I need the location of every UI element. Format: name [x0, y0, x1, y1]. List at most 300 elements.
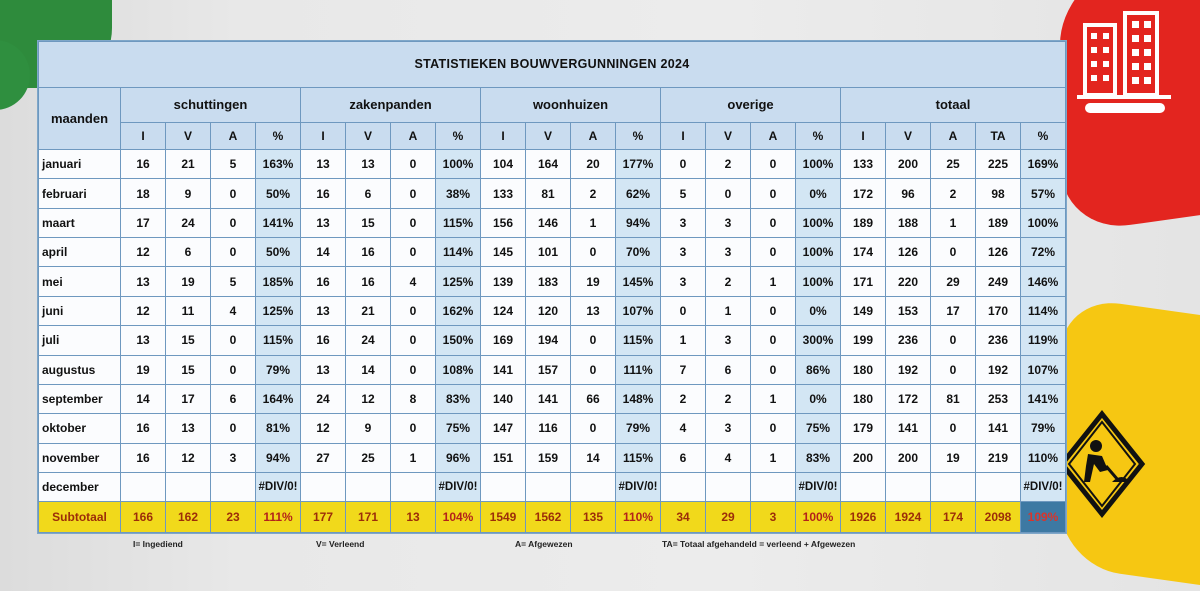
- value-cell: 225: [976, 150, 1021, 179]
- value-cell: 0: [391, 150, 436, 179]
- value-cell: 1: [751, 443, 796, 472]
- subtotal-label: Subtotaal: [39, 502, 121, 533]
- value-cell: 4: [661, 414, 706, 443]
- value-cell: 15: [346, 208, 391, 237]
- value-cell: 0: [211, 179, 256, 208]
- percent-cell: 100%: [796, 150, 841, 179]
- value-cell: 19: [166, 267, 211, 296]
- percent-cell: 114%: [1021, 296, 1066, 325]
- value-cell: 13: [301, 355, 346, 384]
- subheader-cell: V: [706, 122, 751, 150]
- value-cell: 189: [841, 208, 886, 237]
- month-label: februari: [39, 179, 121, 208]
- value-cell: 171: [841, 267, 886, 296]
- percent-cell: 100%: [436, 150, 481, 179]
- percent-cell: 145%: [616, 267, 661, 296]
- percent-cell: 107%: [616, 296, 661, 325]
- value-cell: 0: [661, 150, 706, 179]
- value-cell: 19: [571, 267, 616, 296]
- value-cell: 16: [301, 326, 346, 355]
- subheader-cell: I: [301, 122, 346, 150]
- value-cell: [481, 473, 526, 502]
- value-cell: 6: [211, 384, 256, 413]
- value-cell: 17: [931, 296, 976, 325]
- value-cell: [346, 473, 391, 502]
- value-cell: 156: [481, 208, 526, 237]
- percent-cell: 177%: [616, 150, 661, 179]
- month-label: november: [39, 443, 121, 472]
- value-cell: 219: [976, 443, 1021, 472]
- subheader-cell: V: [346, 122, 391, 150]
- value-cell: 192: [976, 355, 1021, 384]
- value-cell: 0: [931, 326, 976, 355]
- subtotal-value-cell: 135: [571, 502, 616, 533]
- percent-cell: 107%: [1021, 355, 1066, 384]
- value-cell: 5: [661, 179, 706, 208]
- header-group-woonhuizen: woonhuizen: [481, 87, 661, 122]
- percent-cell: 141%: [1021, 384, 1066, 413]
- value-cell: 3: [706, 238, 751, 267]
- value-cell: [706, 473, 751, 502]
- subtotal-value-cell: 2098: [976, 502, 1021, 533]
- value-cell: 2: [931, 179, 976, 208]
- percent-cell: 141%: [256, 208, 301, 237]
- value-cell: 0: [391, 296, 436, 325]
- value-cell: 151: [481, 443, 526, 472]
- value-cell: 140: [481, 384, 526, 413]
- value-cell: 19: [931, 443, 976, 472]
- value-cell: 253: [976, 384, 1021, 413]
- value-cell: 180: [841, 355, 886, 384]
- percent-cell: 38%: [436, 179, 481, 208]
- value-cell: 180: [841, 384, 886, 413]
- road-work-icon: [1056, 408, 1148, 518]
- value-cell: 6: [706, 355, 751, 384]
- month-label: mei: [39, 267, 121, 296]
- percent-cell: 115%: [616, 326, 661, 355]
- value-cell: 25: [931, 150, 976, 179]
- value-cell: 16: [121, 150, 166, 179]
- value-cell: 2: [706, 150, 751, 179]
- value-cell: 12: [166, 443, 211, 472]
- value-cell: [121, 473, 166, 502]
- value-cell: 1: [931, 208, 976, 237]
- value-cell: 164: [526, 150, 571, 179]
- value-cell: 104: [481, 150, 526, 179]
- value-cell: 2: [661, 384, 706, 413]
- value-cell: [391, 473, 436, 502]
- statistics-table-container: [37, 40, 1067, 534]
- percent-cell: 100%: [796, 208, 841, 237]
- percent-cell: 94%: [256, 443, 301, 472]
- subtotal-value-cell: 171: [346, 502, 391, 533]
- percent-cell: 185%: [256, 267, 301, 296]
- percent-cell: 115%: [436, 208, 481, 237]
- percent-cell: 72%: [1021, 238, 1066, 267]
- value-cell: [976, 473, 1021, 502]
- value-cell: 14: [121, 384, 166, 413]
- table-row: [39, 326, 1066, 355]
- value-cell: 21: [346, 296, 391, 325]
- month-label: augustus: [39, 355, 121, 384]
- value-cell: 0: [391, 238, 436, 267]
- value-cell: 1: [661, 326, 706, 355]
- percent-cell: 83%: [436, 384, 481, 413]
- legend-footnotes: [0, 539, 1060, 553]
- value-cell: 96: [886, 179, 931, 208]
- value-cell: 0: [751, 179, 796, 208]
- subheader-cell: %: [256, 122, 301, 150]
- value-cell: 16: [301, 267, 346, 296]
- value-cell: 2: [571, 179, 616, 208]
- subheader-cell: I: [121, 122, 166, 150]
- value-cell: 0: [751, 414, 796, 443]
- month-label: december: [39, 473, 121, 502]
- value-cell: 170: [976, 296, 1021, 325]
- value-cell: 172: [841, 179, 886, 208]
- subtotal-percent-cell: 109%: [1021, 502, 1066, 533]
- value-cell: 153: [886, 296, 931, 325]
- value-cell: 13: [571, 296, 616, 325]
- value-cell: 0: [661, 296, 706, 325]
- subheader-cell: I: [841, 122, 886, 150]
- value-cell: 188: [886, 208, 931, 237]
- value-cell: 6: [661, 443, 706, 472]
- subheader-cell: V: [166, 122, 211, 150]
- percent-cell: 125%: [256, 296, 301, 325]
- value-cell: 0: [571, 326, 616, 355]
- value-cell: 189: [976, 208, 1021, 237]
- subheader-cell: V: [526, 122, 571, 150]
- value-cell: 0: [211, 355, 256, 384]
- value-cell: 24: [166, 208, 211, 237]
- table-row: [39, 238, 1066, 267]
- value-cell: 8: [391, 384, 436, 413]
- value-cell: 124: [481, 296, 526, 325]
- subheader-cell: %: [796, 122, 841, 150]
- value-cell: 0: [751, 208, 796, 237]
- value-cell: 2: [706, 267, 751, 296]
- value-cell: 3: [706, 326, 751, 355]
- value-cell: 2: [706, 384, 751, 413]
- value-cell: 141: [976, 414, 1021, 443]
- value-cell: 7: [661, 355, 706, 384]
- header-group-zakenpanden: zakenpanden: [301, 87, 481, 122]
- value-cell: 16: [346, 238, 391, 267]
- table-row: [39, 179, 1066, 208]
- value-cell: 13: [301, 208, 346, 237]
- percent-cell: 62%: [616, 179, 661, 208]
- value-cell: 192: [886, 355, 931, 384]
- value-cell: 0: [391, 208, 436, 237]
- value-cell: [931, 473, 976, 502]
- value-cell: 3: [661, 267, 706, 296]
- value-cell: 5: [211, 267, 256, 296]
- percent-cell: 50%: [256, 179, 301, 208]
- value-cell: 14: [301, 238, 346, 267]
- percent-cell: #DIV/0!: [256, 473, 301, 502]
- subtotal-value-cell: 1562: [526, 502, 571, 533]
- month-label: april: [39, 238, 121, 267]
- value-cell: 0: [571, 238, 616, 267]
- footnote-verleend: V= Verleend: [316, 539, 365, 549]
- percent-cell: 115%: [256, 326, 301, 355]
- percent-cell: 114%: [436, 238, 481, 267]
- subtotal-value-cell: 23: [211, 502, 256, 533]
- value-cell: 4: [706, 443, 751, 472]
- value-cell: 116: [526, 414, 571, 443]
- value-cell: 236: [976, 326, 1021, 355]
- percent-cell: 148%: [616, 384, 661, 413]
- value-cell: 66: [571, 384, 616, 413]
- value-cell: 81: [526, 179, 571, 208]
- header-group-overige: overige: [661, 87, 841, 122]
- value-cell: 16: [301, 179, 346, 208]
- value-cell: 13: [301, 296, 346, 325]
- header-maanden: maanden: [39, 87, 121, 149]
- value-cell: 3: [661, 208, 706, 237]
- value-cell: 20: [571, 150, 616, 179]
- value-cell: 236: [886, 326, 931, 355]
- percent-cell: 164%: [256, 384, 301, 413]
- percent-cell: 163%: [256, 150, 301, 179]
- value-cell: 24: [301, 384, 346, 413]
- subheader-cell: I: [661, 122, 706, 150]
- subheader-cell: A: [751, 122, 796, 150]
- value-cell: 18: [121, 179, 166, 208]
- percent-cell: 146%: [1021, 267, 1066, 296]
- value-cell: 1: [571, 208, 616, 237]
- value-cell: 16: [121, 414, 166, 443]
- value-cell: 141: [481, 355, 526, 384]
- value-cell: 120: [526, 296, 571, 325]
- value-cell: [751, 473, 796, 502]
- percent-cell: 94%: [616, 208, 661, 237]
- value-cell: 0: [571, 355, 616, 384]
- subtotal-percent-cell: 104%: [436, 502, 481, 533]
- value-cell: 1: [706, 296, 751, 325]
- percent-cell: 115%: [616, 443, 661, 472]
- month-label: juni: [39, 296, 121, 325]
- value-cell: 12: [346, 384, 391, 413]
- table-row: [39, 267, 1066, 296]
- subtotal-value-cell: 3: [751, 502, 796, 533]
- value-cell: 0: [931, 355, 976, 384]
- value-cell: 0: [751, 150, 796, 179]
- month-label: maart: [39, 208, 121, 237]
- value-cell: 194: [526, 326, 571, 355]
- value-cell: 9: [166, 179, 211, 208]
- value-cell: 12: [301, 414, 346, 443]
- value-cell: 12: [121, 296, 166, 325]
- subheader-cell: A: [391, 122, 436, 150]
- value-cell: 145: [481, 238, 526, 267]
- value-cell: 81: [931, 384, 976, 413]
- percent-cell: 75%: [796, 414, 841, 443]
- value-cell: 0: [751, 326, 796, 355]
- value-cell: 0: [751, 238, 796, 267]
- value-cell: 0: [391, 355, 436, 384]
- percent-cell: #DIV/0!: [1021, 473, 1066, 502]
- subtotal-value-cell: 1926: [841, 502, 886, 533]
- value-cell: 29: [931, 267, 976, 296]
- table-row: [39, 473, 1066, 502]
- percent-cell: 70%: [616, 238, 661, 267]
- table-row: [39, 208, 1066, 237]
- month-label: januari: [39, 150, 121, 179]
- value-cell: 9: [346, 414, 391, 443]
- value-cell: 13: [346, 150, 391, 179]
- subheader-cell: A: [571, 122, 616, 150]
- value-cell: 139: [481, 267, 526, 296]
- value-cell: 1: [751, 267, 796, 296]
- value-cell: [301, 473, 346, 502]
- value-cell: 17: [166, 384, 211, 413]
- header-group-totaal: totaal: [841, 87, 1066, 122]
- value-cell: 15: [166, 326, 211, 355]
- value-cell: 21: [166, 150, 211, 179]
- footnote-afgewezen: A= Afgewezen: [515, 539, 573, 549]
- subtotal-value-cell: 34: [661, 502, 706, 533]
- value-cell: 0: [571, 414, 616, 443]
- value-cell: [661, 473, 706, 502]
- subtotal-value-cell: 177: [301, 502, 346, 533]
- value-cell: 200: [886, 443, 931, 472]
- subtotal-value-cell: 174: [931, 502, 976, 533]
- value-cell: 3: [661, 238, 706, 267]
- percent-cell: 100%: [796, 238, 841, 267]
- value-cell: 0: [751, 355, 796, 384]
- value-cell: 141: [886, 414, 931, 443]
- value-cell: 0: [751, 296, 796, 325]
- value-cell: 24: [346, 326, 391, 355]
- value-cell: 13: [121, 326, 166, 355]
- value-cell: 126: [886, 238, 931, 267]
- value-cell: 3: [706, 208, 751, 237]
- value-cell: 11: [166, 296, 211, 325]
- value-cell: [166, 473, 211, 502]
- header-group-schuttingen: schuttingen: [121, 87, 301, 122]
- value-cell: [841, 473, 886, 502]
- subheader-cell: %: [1021, 122, 1066, 150]
- percent-cell: 169%: [1021, 150, 1066, 179]
- percent-cell: 0%: [796, 384, 841, 413]
- subtotal-value-cell: 162: [166, 502, 211, 533]
- building-icon: [1075, 5, 1175, 120]
- value-cell: 174: [841, 238, 886, 267]
- value-cell: 16: [121, 443, 166, 472]
- value-cell: 16: [346, 267, 391, 296]
- percent-cell: 119%: [1021, 326, 1066, 355]
- value-cell: 126: [976, 238, 1021, 267]
- value-cell: 0: [211, 238, 256, 267]
- value-cell: 183: [526, 267, 571, 296]
- value-cell: 169: [481, 326, 526, 355]
- value-cell: 4: [391, 267, 436, 296]
- value-cell: 3: [706, 414, 751, 443]
- subtotal-percent-cell: 100%: [796, 502, 841, 533]
- value-cell: 1: [751, 384, 796, 413]
- table-row: [39, 150, 1066, 179]
- value-cell: 15: [166, 355, 211, 384]
- value-cell: 0: [931, 414, 976, 443]
- percent-cell: 75%: [436, 414, 481, 443]
- table-row: [39, 384, 1066, 413]
- value-cell: 0: [391, 326, 436, 355]
- percent-cell: 162%: [436, 296, 481, 325]
- percent-cell: 50%: [256, 238, 301, 267]
- subtotal-value-cell: 29: [706, 502, 751, 533]
- statistics-table: [38, 41, 1066, 533]
- subheader-cell: I: [481, 122, 526, 150]
- value-cell: 179: [841, 414, 886, 443]
- value-cell: 14: [346, 355, 391, 384]
- value-cell: 17: [121, 208, 166, 237]
- table-row: [39, 296, 1066, 325]
- subtotal-row: [39, 502, 1066, 533]
- percent-cell: 108%: [436, 355, 481, 384]
- subheader-cell: V: [886, 122, 931, 150]
- value-cell: [211, 473, 256, 502]
- value-cell: 0: [211, 326, 256, 355]
- value-cell: 159: [526, 443, 571, 472]
- value-cell: 6: [346, 179, 391, 208]
- value-cell: 19: [121, 355, 166, 384]
- value-cell: 133: [841, 150, 886, 179]
- month-label: oktober: [39, 414, 121, 443]
- value-cell: 13: [301, 150, 346, 179]
- percent-cell: 0%: [796, 179, 841, 208]
- percent-cell: #DIV/0!: [616, 473, 661, 502]
- subtotal-value-cell: 13: [391, 502, 436, 533]
- percent-cell: 0%: [796, 296, 841, 325]
- table-title: STATISTIEKEN BOUWVERGUNNINGEN 2024: [39, 42, 1066, 88]
- value-cell: [526, 473, 571, 502]
- value-cell: 199: [841, 326, 886, 355]
- subtotal-percent-cell: 110%: [616, 502, 661, 533]
- month-label: september: [39, 384, 121, 413]
- value-cell: 13: [121, 267, 166, 296]
- percent-cell: 300%: [796, 326, 841, 355]
- percent-cell: 100%: [796, 267, 841, 296]
- value-cell: 12: [121, 238, 166, 267]
- footnote-ingediend: I= Ingediend: [133, 539, 183, 549]
- percent-cell: 96%: [436, 443, 481, 472]
- value-cell: 172: [886, 384, 931, 413]
- value-cell: 249: [976, 267, 1021, 296]
- value-cell: 146: [526, 208, 571, 237]
- table-row: [39, 414, 1066, 443]
- value-cell: 141: [526, 384, 571, 413]
- value-cell: 27: [301, 443, 346, 472]
- value-cell: 14: [571, 443, 616, 472]
- subheader-cell: %: [436, 122, 481, 150]
- value-cell: 157: [526, 355, 571, 384]
- percent-cell: 86%: [796, 355, 841, 384]
- value-cell: 5: [211, 150, 256, 179]
- value-cell: 0: [391, 179, 436, 208]
- percent-cell: 81%: [256, 414, 301, 443]
- value-cell: 0: [211, 208, 256, 237]
- value-cell: 13: [166, 414, 211, 443]
- subtotal-percent-cell: 111%: [256, 502, 301, 533]
- subtotal-value-cell: 166: [121, 502, 166, 533]
- percent-cell: #DIV/0!: [436, 473, 481, 502]
- percent-cell: 83%: [796, 443, 841, 472]
- value-cell: 0: [931, 238, 976, 267]
- table-row: [39, 443, 1066, 472]
- percent-cell: 111%: [616, 355, 661, 384]
